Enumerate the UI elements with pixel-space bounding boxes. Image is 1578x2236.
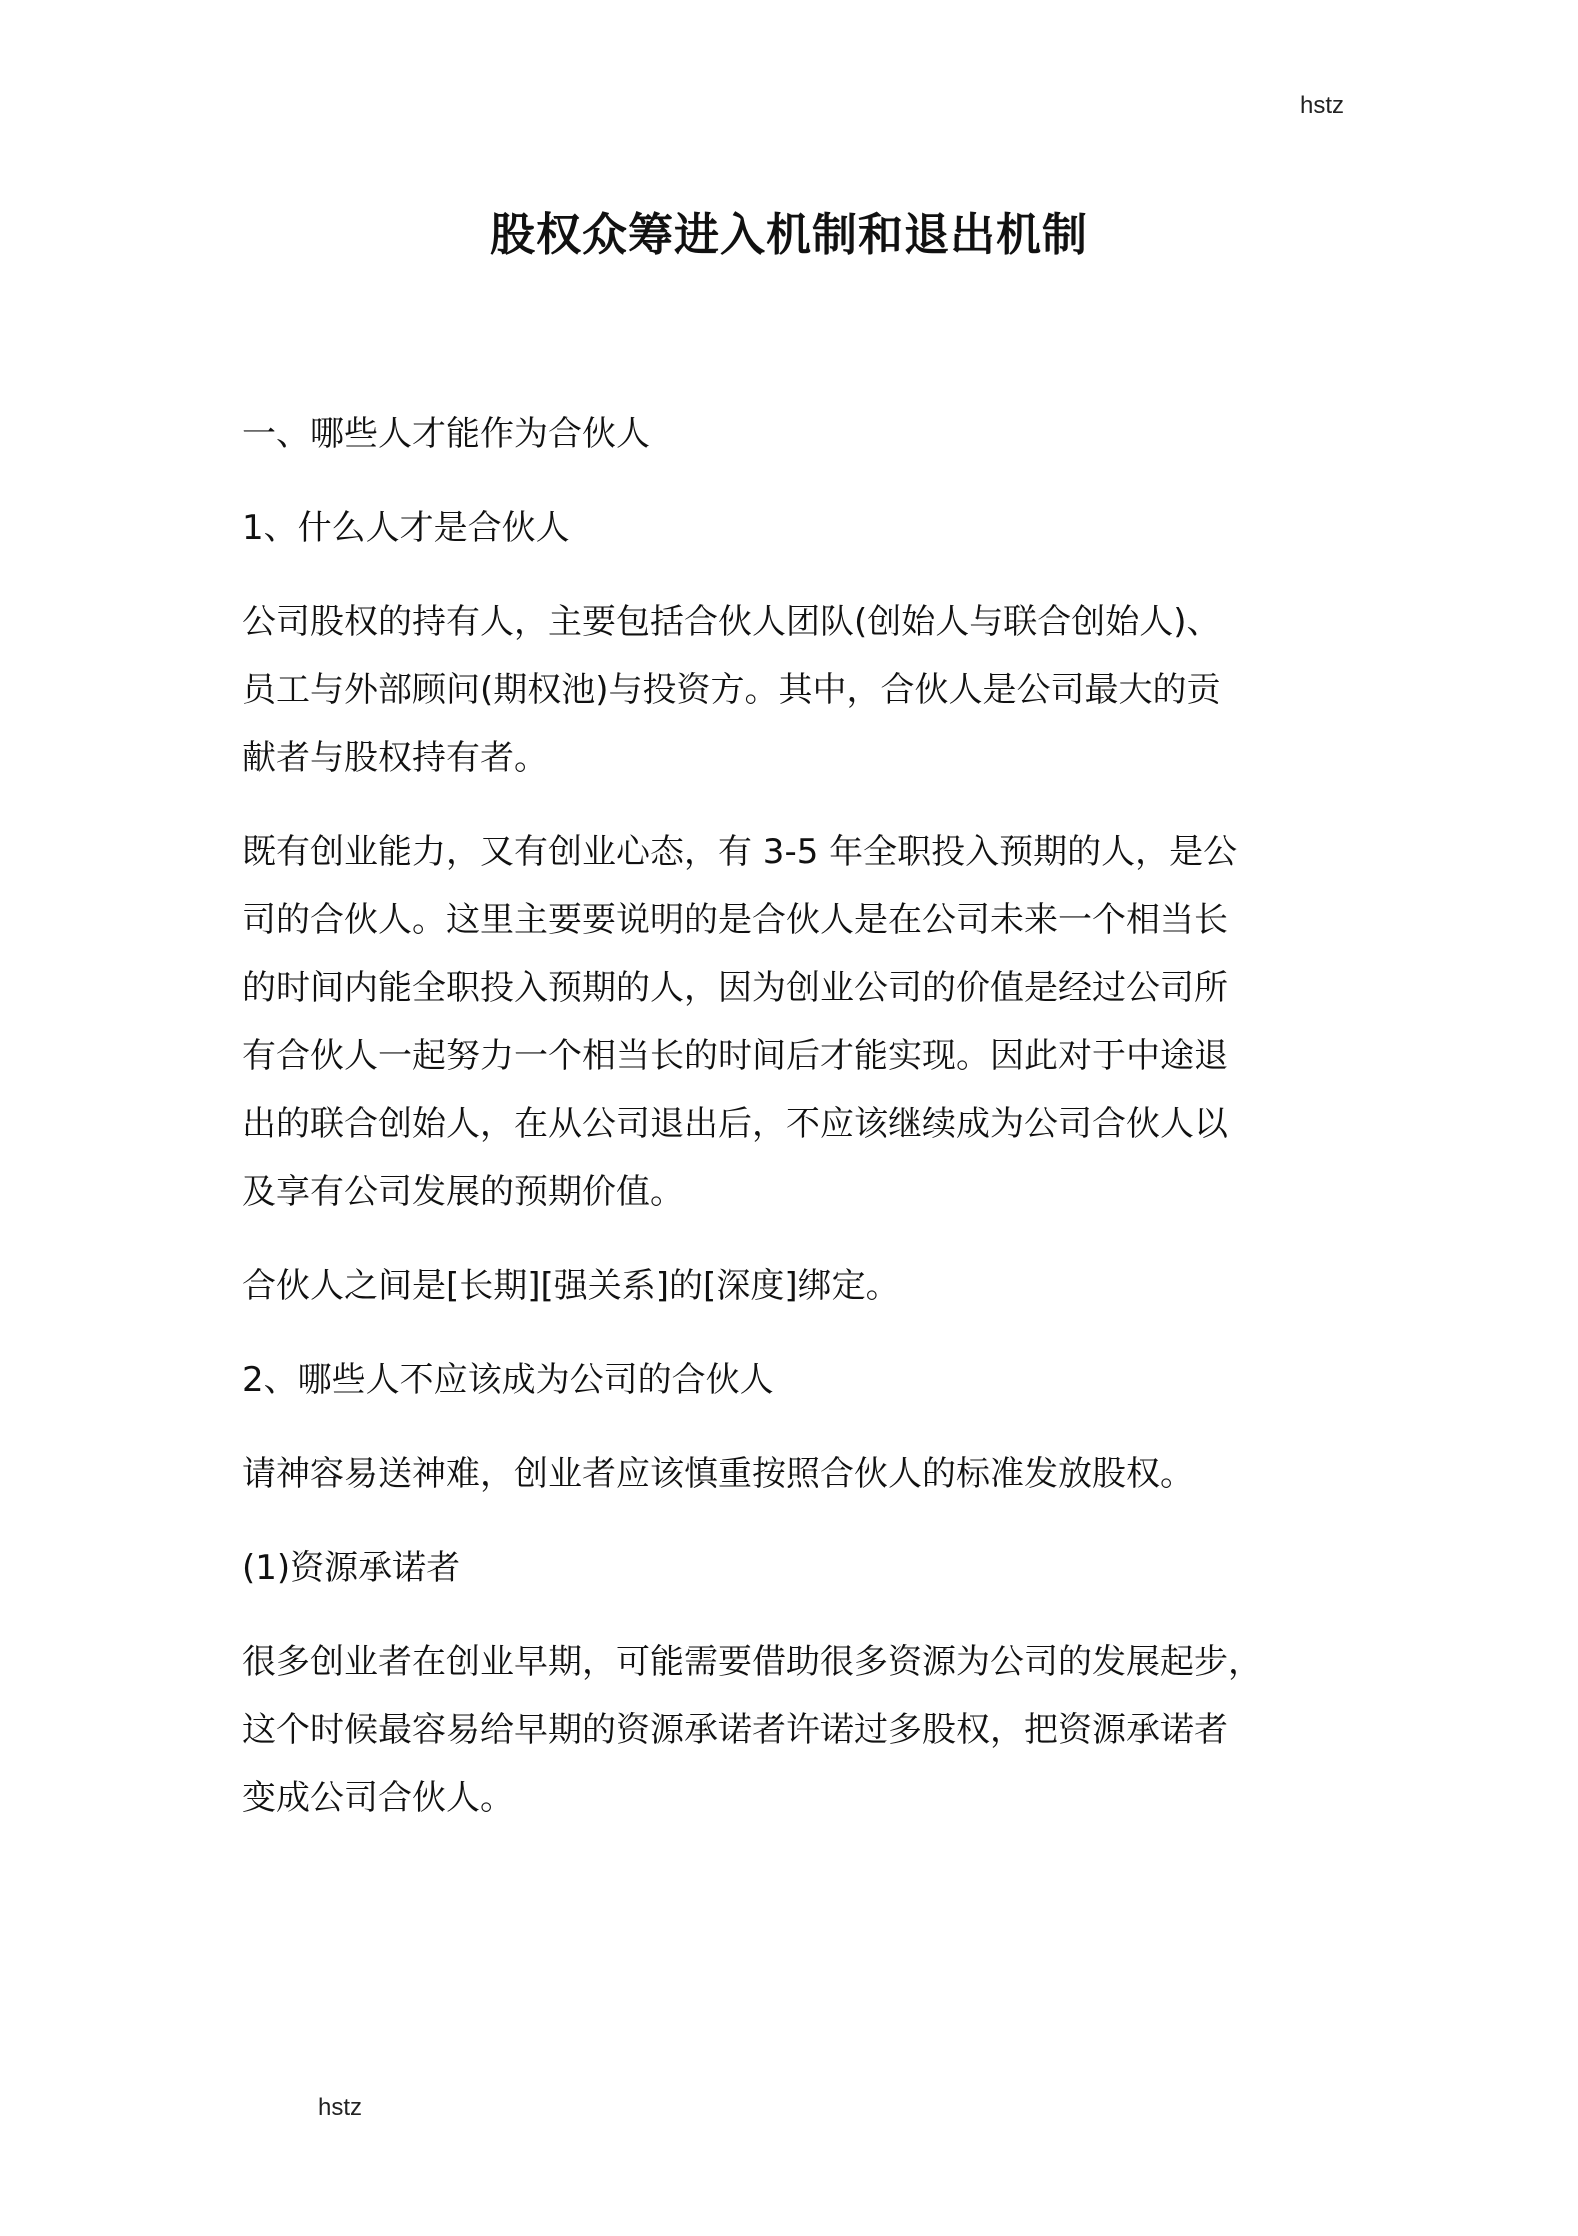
section-heading: 一、哪些人才能作为合伙人 bbox=[242, 414, 650, 454]
paragraph-line: 员工与外部顾问(期权池)与投资方。其中，合伙人是公司最大的贡 bbox=[242, 670, 1221, 710]
footer-mark: hstz bbox=[318, 2094, 363, 2121]
document-title: 股权众筹进入机制和退出机制 bbox=[489, 208, 1088, 261]
header-mark: hstz bbox=[1300, 92, 1345, 119]
paragraph-line: 变成公司合伙人。 bbox=[242, 1778, 514, 1818]
subsection-heading-2: 2、哪些人不应该成为公司的合伙人 bbox=[242, 1360, 774, 1400]
subsection-heading-1: 1、什么人才是合伙人 bbox=[242, 508, 570, 548]
paragraph-line: 司的合伙人。这里主要要说明的是合伙人是在公司未来一个相当长 bbox=[242, 900, 1228, 940]
paragraph-4: 请神容易送神难，创业者应该慎重按照合伙人的标准发放股权。 bbox=[242, 1454, 1194, 1494]
paragraph-2 bbox=[242, 818, 1342, 1226]
paragraph-line: 很多创业者在创业早期，可能需要借助很多资源为公司的发展起步， bbox=[242, 1642, 1262, 1682]
document-body bbox=[242, 400, 1342, 1832]
paragraph-line: 及享有公司发展的预期价值。 bbox=[242, 1172, 684, 1212]
paragraph-line: 既有创业能力，又有创业心态，有 3-5 年全职投入预期的人，是公 bbox=[242, 832, 1238, 872]
item-heading-1: (1)资源承诺者 bbox=[242, 1548, 461, 1588]
paragraph-line: 献者与股权持有者。 bbox=[242, 738, 548, 778]
paragraph-5 bbox=[242, 1628, 1342, 1832]
paragraph-line: 的时间内能全职投入预期的人，因为创业公司的价值是经过公司所 bbox=[242, 968, 1228, 1008]
paragraph-3: 合伙人之间是[长期][强关系]的[深度]绑定。 bbox=[242, 1266, 900, 1306]
paragraph-line: 有合伙人一起努力一个相当长的时间后才能实现。因此对于中途退 bbox=[242, 1036, 1228, 1076]
paragraph-line: 公司股权的持有人，主要包括合伙人团队(创始人与联合创始人)、 bbox=[242, 602, 1221, 642]
paragraph-line: 出的联合创始人，在从公司退出后，不应该继续成为公司合伙人以 bbox=[242, 1104, 1228, 1144]
paragraph-1 bbox=[242, 588, 1342, 792]
paragraph-line: 这个时候最容易给早期的资源承诺者许诺过多股权，把资源承诺者 bbox=[242, 1710, 1228, 1750]
